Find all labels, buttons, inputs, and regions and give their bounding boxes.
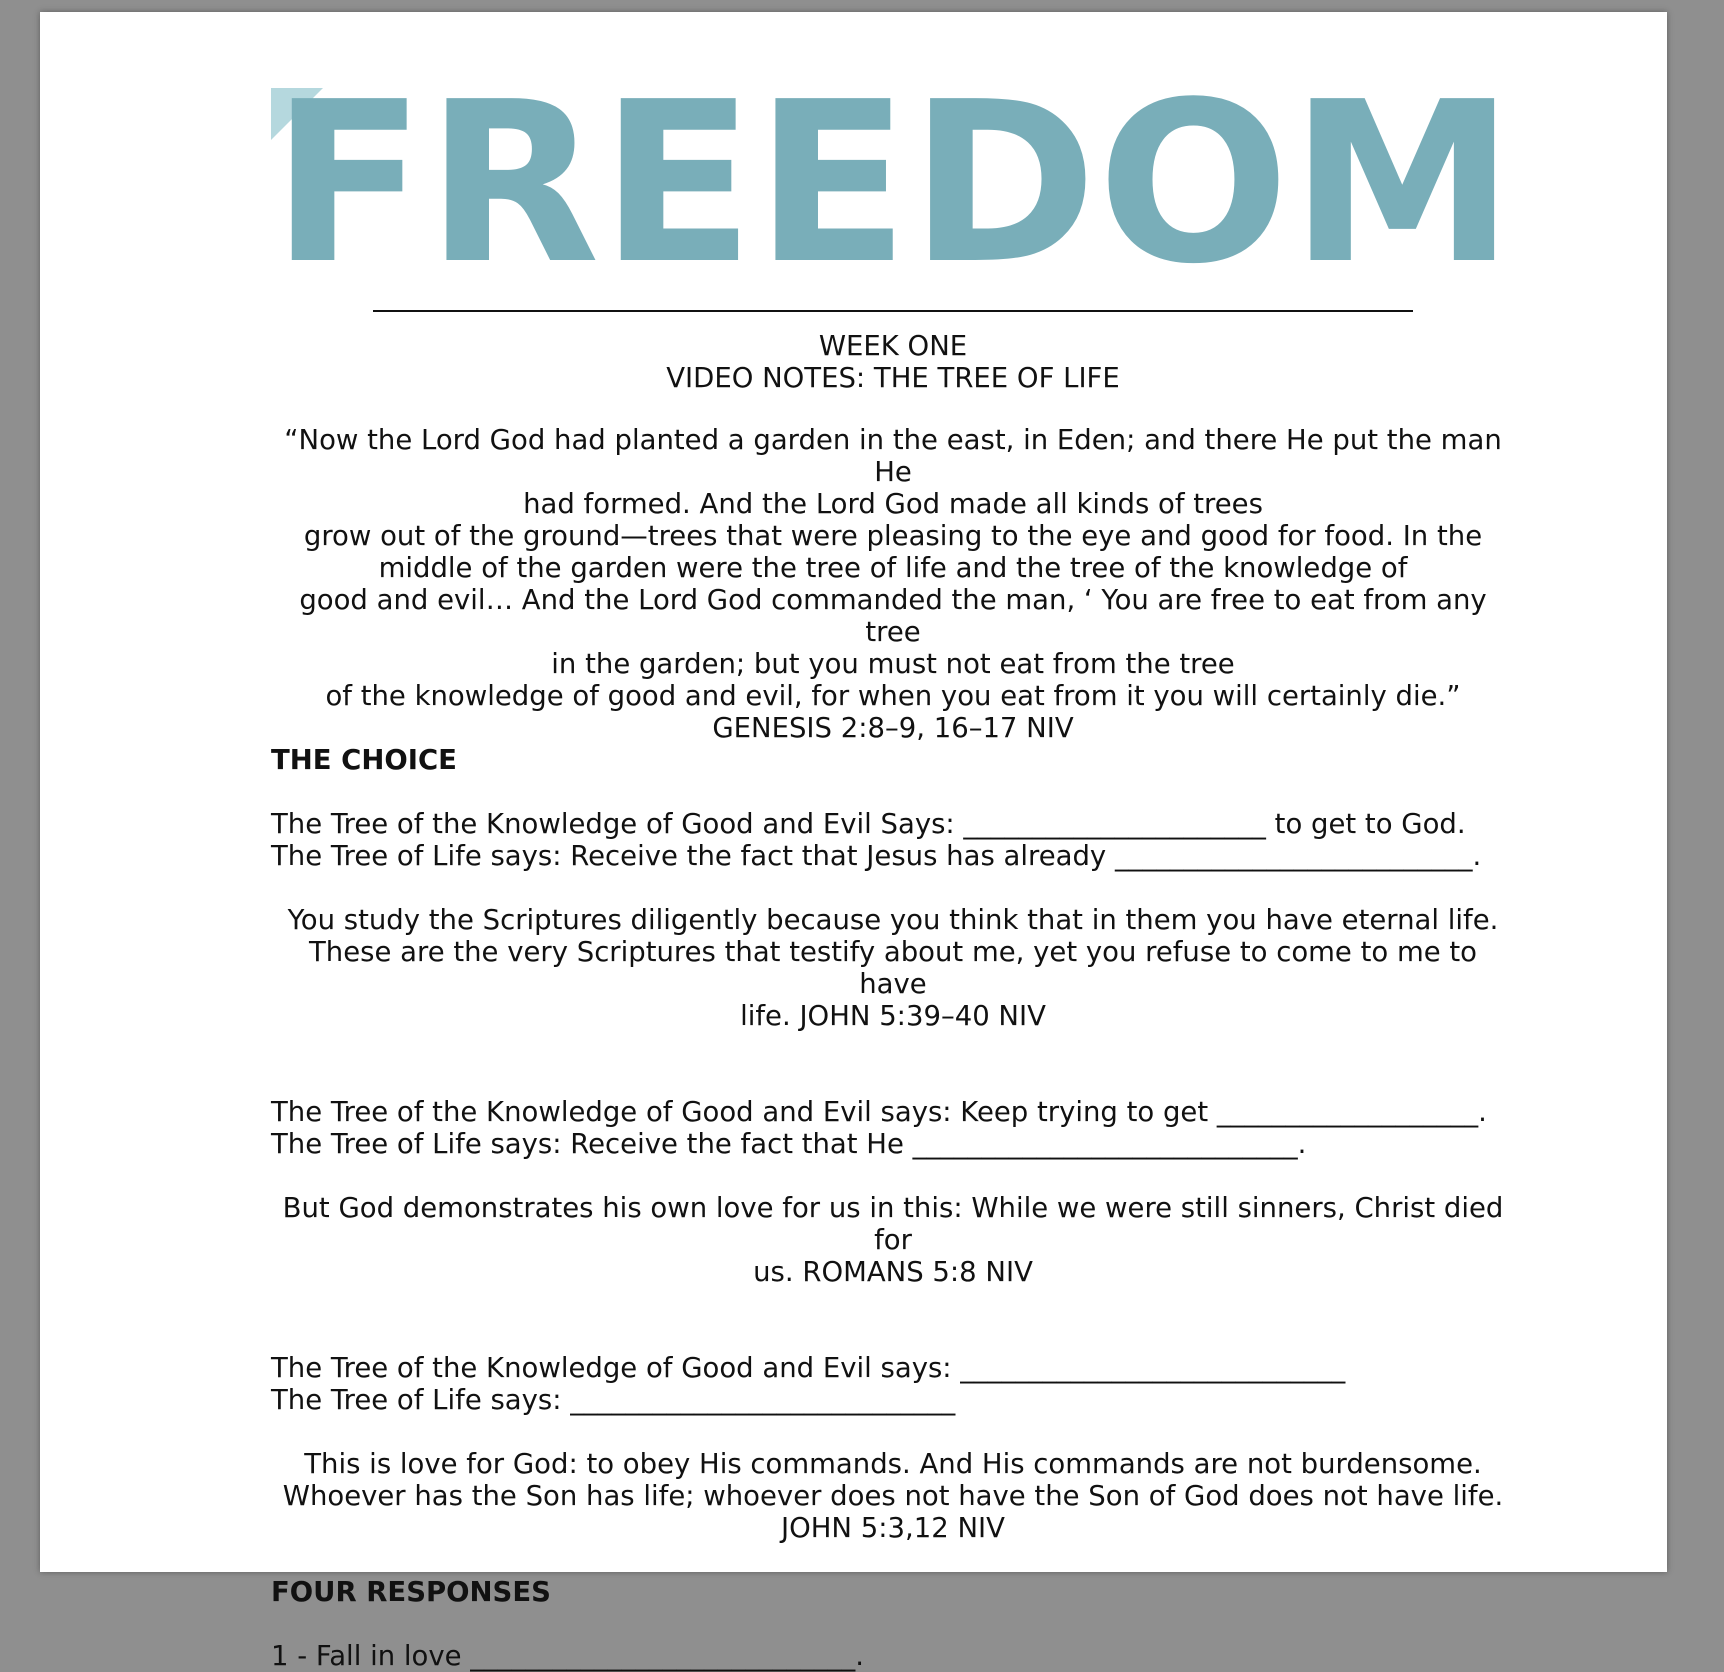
freedom-logo [271, 78, 1515, 268]
romans-verse [271, 1192, 1515, 1288]
verse-line: JOHN 5:3,12 NIV [781, 1512, 1005, 1544]
verse-line: These are the very Scriptures that testify about me, yet you refuse to come to me to have [309, 936, 1477, 1000]
quote-reference: GENESIS 2:8–9, 16–17 NIV [712, 712, 1074, 744]
verse-line: life. JOHN 5:39–40 NIV [740, 1000, 1046, 1032]
fill-in-line: The Tree of the Knowledge of Good and Evil says: ____________________________ [271, 1352, 1346, 1384]
john-verse [271, 904, 1515, 1032]
genesis-quote [271, 424, 1515, 744]
fill-in-line: The Tree of Life says: Receive the fact that He ____________________________. [271, 1128, 1307, 1160]
section-heading-choice: THE CHOICE [271, 744, 457, 776]
quote-line: of the knowledge of good and evil, for when you eat from it you will certainly die.” [325, 680, 1461, 712]
fill-in-line: The Tree of the Knowledge of Good and Evil says: Keep trying to get ___________________. [271, 1096, 1487, 1128]
response-item: 1 - Fall in love ____________________________. [271, 1640, 865, 1672]
week-label: WEEK ONE [818, 330, 968, 362]
verse-line: Whoever has the Son has life; whoever does not have the Son of God does not have life. [282, 1480, 1504, 1512]
verse-line: You study the Scriptures diligently because you think that in them you have eternal life. [287, 904, 1499, 936]
verse-line: This is love for God: to obey His commands. And His commands are not burdensome. [304, 1448, 1482, 1480]
document-body [271, 310, 1515, 1672]
quote-line: middle of the garden were the tree of life and the tree of the knowledge of [378, 552, 1408, 584]
fill-in-line: The Tree of Life says: ____________________________ [271, 1384, 956, 1416]
title-rule [373, 310, 1413, 312]
verse-line: But God demonstrates his own love for us in this: While we were still sinners, Christ died for [282, 1192, 1504, 1256]
document-page [40, 12, 1667, 1672]
quote-line: “Now the Lord God had planted a garden in the east, in Eden; and there He put the man He [284, 424, 1502, 488]
fill-in-line: The Tree of Life says: Receive the fact that Jesus has already __________________________. [271, 840, 1482, 872]
page-title: VIDEO NOTES: THE TREE OF LIFE [666, 362, 1120, 394]
john-verse-2 [271, 1448, 1515, 1544]
quote-line: grow out of the ground—trees that were pleasing to the eye and good for food. In the [303, 520, 1483, 552]
section-heading-responses: FOUR RESPONSES [271, 1576, 551, 1608]
quote-line: good and evil… And the Lord God commanded the man, ‘ You are free to eat from any tree [299, 584, 1487, 648]
quote-line: in the garden; but you must not eat from the tree [551, 648, 1235, 680]
verse-line: us. ROMANS 5:8 NIV [753, 1256, 1033, 1288]
logo-text: FREEDOM [271, 78, 1515, 268]
quote-line: had formed. And the Lord God made all kinds of trees [523, 488, 1263, 520]
fill-in-line: The Tree of the Knowledge of Good and Evil Says: ______________________ to get to God. [271, 808, 1466, 840]
